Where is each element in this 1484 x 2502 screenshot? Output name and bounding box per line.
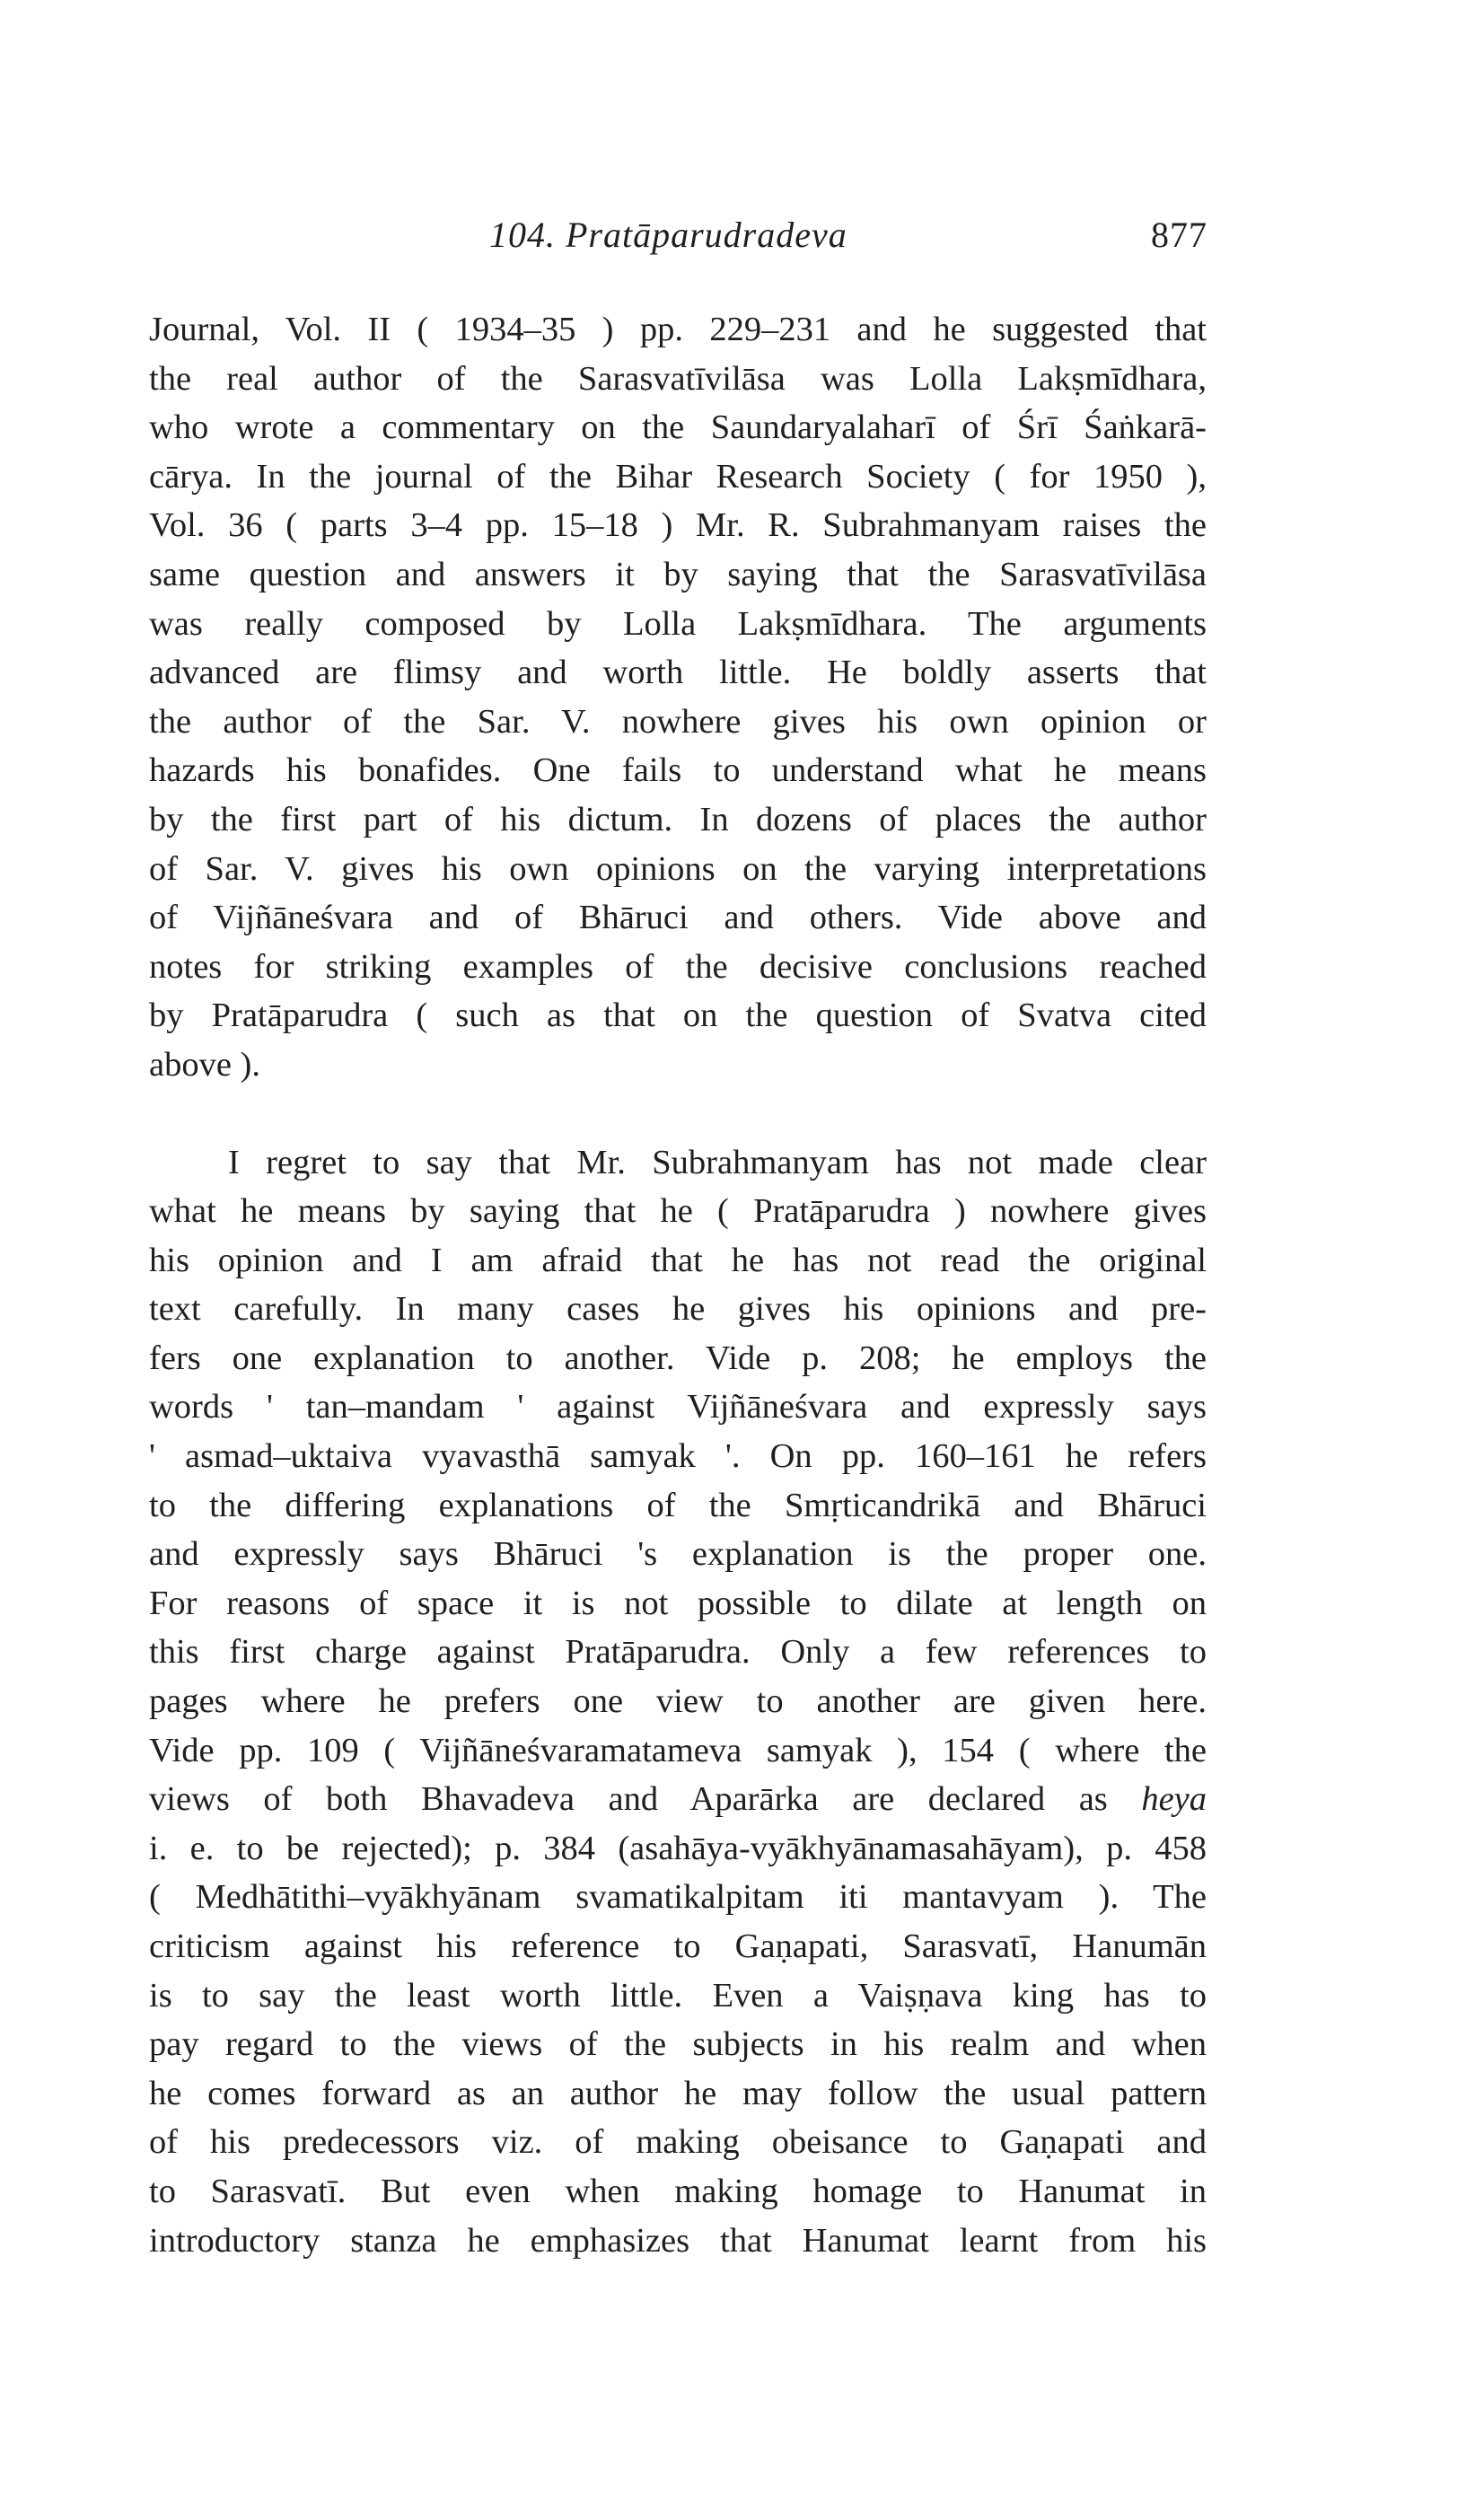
text-line: ( Medhātithi–vyākhyānam svamatikalpitam iti mantavyam ). The — [149, 1878, 1207, 1917]
text-line: pages where he prefers one view to another are given here. — [149, 1682, 1207, 1721]
text-line: advanced are flimsy and worth little. He boldly asserts that — [149, 654, 1207, 692]
italic-term: heya — [1141, 1780, 1207, 1819]
paragraph-gap — [149, 1090, 1207, 1138]
text-line: this first charge against Pratāparudra. Only a few references to — [149, 1633, 1207, 1672]
text-line: pay regard to the views of the subjects in his realm and when — [149, 2025, 1207, 2064]
text-line: to the differing explanations of the Smṛticandrikā and Bhāruci — [149, 1486, 1207, 1524]
running-title: 104. Pratāparudradeva — [489, 215, 847, 255]
paragraph-2 — [149, 1138, 1207, 2266]
text-line: he comes forward as an author he may follow the usual pattern — [149, 2074, 1207, 2112]
text-line: of Vijñāneśvara and of Bhāruci and others. Vide above and — [149, 899, 1207, 937]
text-line: is to say the least worth little. Even a Vaiṣṇava king has to — [149, 1976, 1207, 2015]
text-line: who wrote a commentary on the Saundaryalaharī of Śrī Śaṅkarā- — [149, 408, 1207, 447]
text-line: by the first part of his dictum. In dozens of places the author — [149, 800, 1207, 838]
text-line: same question and answers it by saying that the Sarasvatīvilāsa — [149, 555, 1207, 593]
text-line: by Pratāparudra ( such as that on the question of Svatva cited — [149, 996, 1207, 1035]
text-line: views of both Bhavadeva and Aparārka are declared as heya — [149, 1780, 1207, 1819]
text-line: the real author of the Sarasvatīvilāsa was Lolla Lakṣmīdhara, — [149, 359, 1207, 398]
running-head — [489, 214, 1207, 268]
text-line: hazards his bonafides. One fails to understand what he means — [149, 751, 1207, 790]
text-line: what he means by saying that he ( Pratāparudra ) nowhere gives — [149, 1192, 1207, 1231]
text-line: ' asmad–uktaiva vyavasthā samyak '. On pp. 160–161 he refers — [149, 1437, 1207, 1476]
text-line: Journal, Vol. II ( 1934–35 ) pp. 229–231 and he suggested that — [149, 311, 1207, 348]
body-text — [149, 305, 1207, 2265]
text-line: text carefully. In many cases he gives his opinions and pre- — [149, 1290, 1207, 1329]
text-line: Vol. 36 ( parts 3–4 pp. 15–18 ) Mr. R. Subrahmanyam raises the — [149, 506, 1207, 545]
text-line: For reasons of space it is not possible to dilate at length on — [149, 1584, 1207, 1622]
text-line: to Sarasvatī. But even when making homage to Hanumat in — [149, 2172, 1207, 2210]
text-line: fers one explanation to another. Vide p. 208; he employs the — [149, 1339, 1207, 1377]
text-line: Vide pp. 109 ( Vijñāneśvaramatameva samyak ), 154 ( where the — [149, 1731, 1207, 1769]
text-line: of his predecessors viz. of making obeisance to Gaṇapati and — [149, 2123, 1207, 2162]
text-line: cārya. In the journal of the Bihar Research Society ( for 1950 ), — [149, 457, 1207, 496]
text-line: of Sar. V. gives his own opinions on the varying interpretations — [149, 849, 1207, 888]
text-line: criticism against his reference to Gaṇapati, Sarasvatī, Hanumān — [149, 1927, 1207, 1965]
text-line: I regret to say that Mr. Subrahmanyam has not made clear — [228, 1143, 1207, 1181]
text-line: above ). — [149, 1045, 260, 1084]
text-line: the author of the Sar. V. nowhere gives his own opinion or — [149, 702, 1207, 741]
text-line: notes for striking examples of the decisive conclusions reached — [149, 947, 1207, 986]
text-line: was really composed by Lolla Lakṣmīdhara. The arguments — [149, 604, 1207, 643]
text-line: and expressly says Bhāruci 's explanation is the proper one. — [149, 1535, 1207, 1574]
page-number: 877 — [1151, 215, 1207, 255]
text-line: words ' tan–mandam ' against Vijñāneśvara and expressly says — [149, 1388, 1207, 1427]
text-line: his opinion and I am afraid that he has not read the original — [149, 1241, 1207, 1279]
text-line: i. e. to be rejected); p. 384 (asahāya-vyākhyānamasahāyam), p. 458 — [149, 1829, 1207, 1867]
paragraph-1 — [149, 305, 1207, 1090]
text-line: introductory stanza he emphasizes that Hanumat learnt from his — [149, 2221, 1207, 2260]
